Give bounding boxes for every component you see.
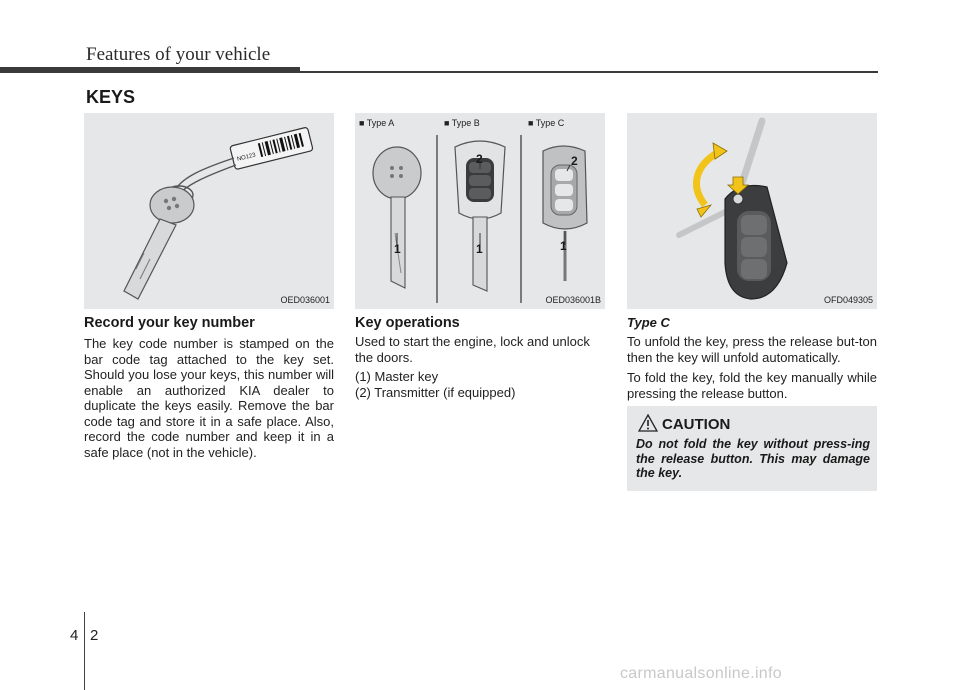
figure-code: OED036001B: [545, 295, 601, 305]
legend-label-a: Type A: [366, 118, 395, 128]
figure-code: OFD049305: [823, 295, 873, 305]
figure-folding-key: [627, 113, 877, 309]
legend-label-b: Type B: [451, 118, 480, 128]
legend-type-a: [359, 118, 394, 128]
key-operations-item-2: (2) Transmitter (if equipped): [355, 384, 516, 400]
callout-1-type-c: 1: [560, 239, 567, 253]
callout-1-type-b: 1: [476, 242, 483, 256]
figure-key-types: [355, 113, 605, 309]
heading-type-c: Type C: [627, 315, 670, 330]
heading-record-key-number: Record your key number: [84, 315, 255, 331]
figure-code: OED036001: [280, 295, 330, 305]
callout-2-type-c: 2: [571, 154, 578, 168]
watermark: carmanualsonline.info: [620, 665, 782, 682]
section-title: KEYS: [86, 87, 136, 107]
key-operations-content: [355, 334, 605, 400]
caution-title: CAUTION: [662, 416, 731, 433]
callout-1-type-a: 1: [394, 242, 401, 256]
legend-marker-a: ■: [359, 118, 365, 128]
chapter-title: Features of your vehicle: [86, 44, 271, 65]
figure-key-with-tag: [84, 113, 334, 309]
key-tag-illustration: [84, 113, 334, 309]
folding-key-illustration: [627, 113, 877, 309]
key-operations-intro: Used to start the engine, lock and unlock the doors.: [355, 334, 590, 365]
header-rule-thin: [300, 71, 878, 73]
header-rule-thick: [0, 67, 300, 73]
legend-marker-b: ■: [444, 118, 450, 128]
key-operations-item-1: (1) Master key: [355, 369, 439, 384]
legend-type-c: [528, 118, 564, 128]
type-c-content: [627, 334, 877, 406]
key-types-illustration: [355, 113, 605, 309]
warning-triangle-icon: [638, 414, 658, 432]
chapter-number: 4: [70, 627, 79, 644]
callout-2-type-b: 2: [476, 152, 483, 166]
legend-label-c: Type C: [535, 118, 565, 128]
paragraph-record-key-number: The key code number is stamped on the bar code tag attached to the key set. Should you lose your keys, this number will enable an authorized KIA dealer to duplicate the keys easily. Remove the bar code tag and store it in a safe place. Also, record the code number and keep it in a safe place (not in the vehicle).: [84, 336, 334, 460]
legend-type-b: [444, 118, 480, 128]
paragraph-fold: To fold the key, fold the key manually while pressing the release button.: [627, 370, 877, 401]
legend-marker-c: ■: [528, 118, 534, 128]
caution-text: Do not fold the key without press-ing the release button. This may damage the key.: [636, 437, 870, 480]
paragraph-unfold: To unfold the key, press the release but-ton then the key will unfold automatically.: [627, 334, 877, 365]
heading-key-operations: Key operations: [355, 315, 460, 331]
footer-divider: [84, 612, 85, 690]
page-number: 2: [90, 627, 99, 644]
key-tag-code: NO123: [236, 152, 257, 163]
